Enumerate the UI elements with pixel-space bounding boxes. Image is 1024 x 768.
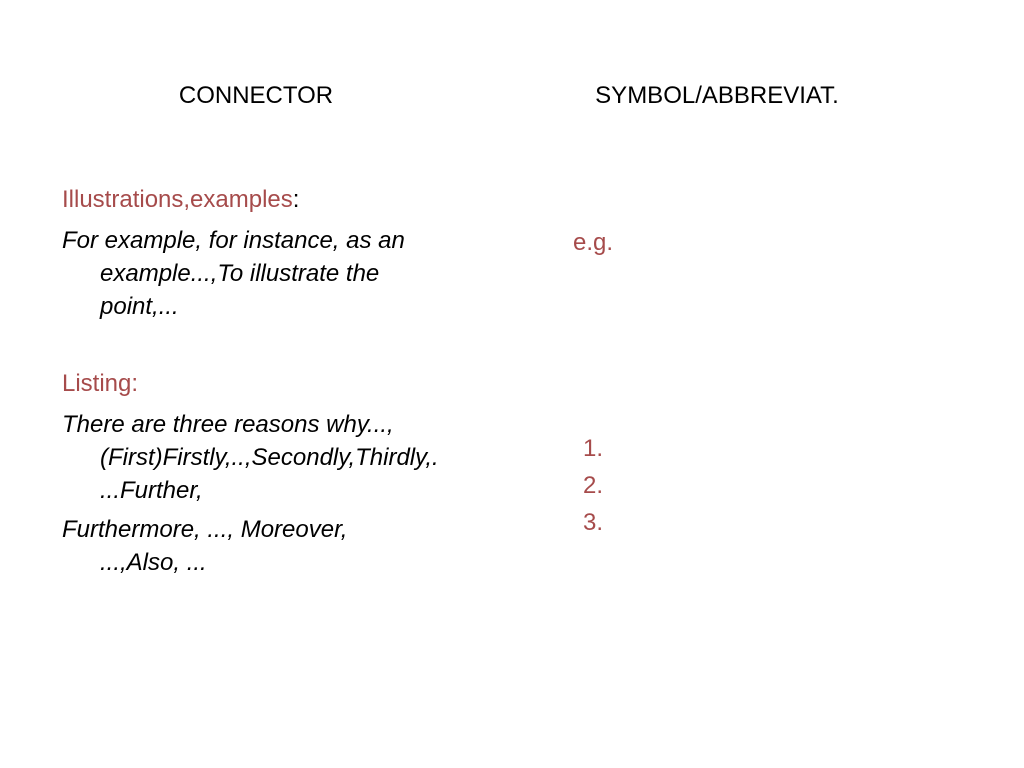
- section-title-colon: :: [292, 186, 300, 213]
- section-title-illustrations: [62, 182, 522, 218]
- symbol-example: [548, 226, 638, 259]
- connector-paragraph: For example, for instance, as an example...,To illustrate the point,...: [62, 227, 405, 320]
- connector-column: [62, 182, 522, 579]
- section-title-text: Illustrations,examples: [62, 186, 293, 213]
- symbol-header: SYMBOL/ABBREVIAT.: [595, 82, 839, 109]
- connector-paragraph: There are three reasons why..., (First)Firstly,..,Secondly,Thirdly,. ...Further,: [62, 411, 439, 504]
- section-title-colon: :: [131, 370, 139, 397]
- section-title-text: Listing: [62, 370, 132, 397]
- symbol-list: [548, 430, 638, 541]
- connector-paragraph: Furthermore, ..., Moreover, ...,Also, ...: [62, 516, 348, 576]
- section-gap: [62, 323, 522, 366]
- list-number: 2.: [582, 472, 603, 499]
- section-title-listing: [62, 366, 522, 402]
- connector-header: CONNECTOR: [178, 82, 334, 109]
- list-number: 1.: [582, 435, 603, 462]
- symbol-eg: e.g.: [572, 229, 614, 256]
- list-number: 3.: [582, 509, 603, 536]
